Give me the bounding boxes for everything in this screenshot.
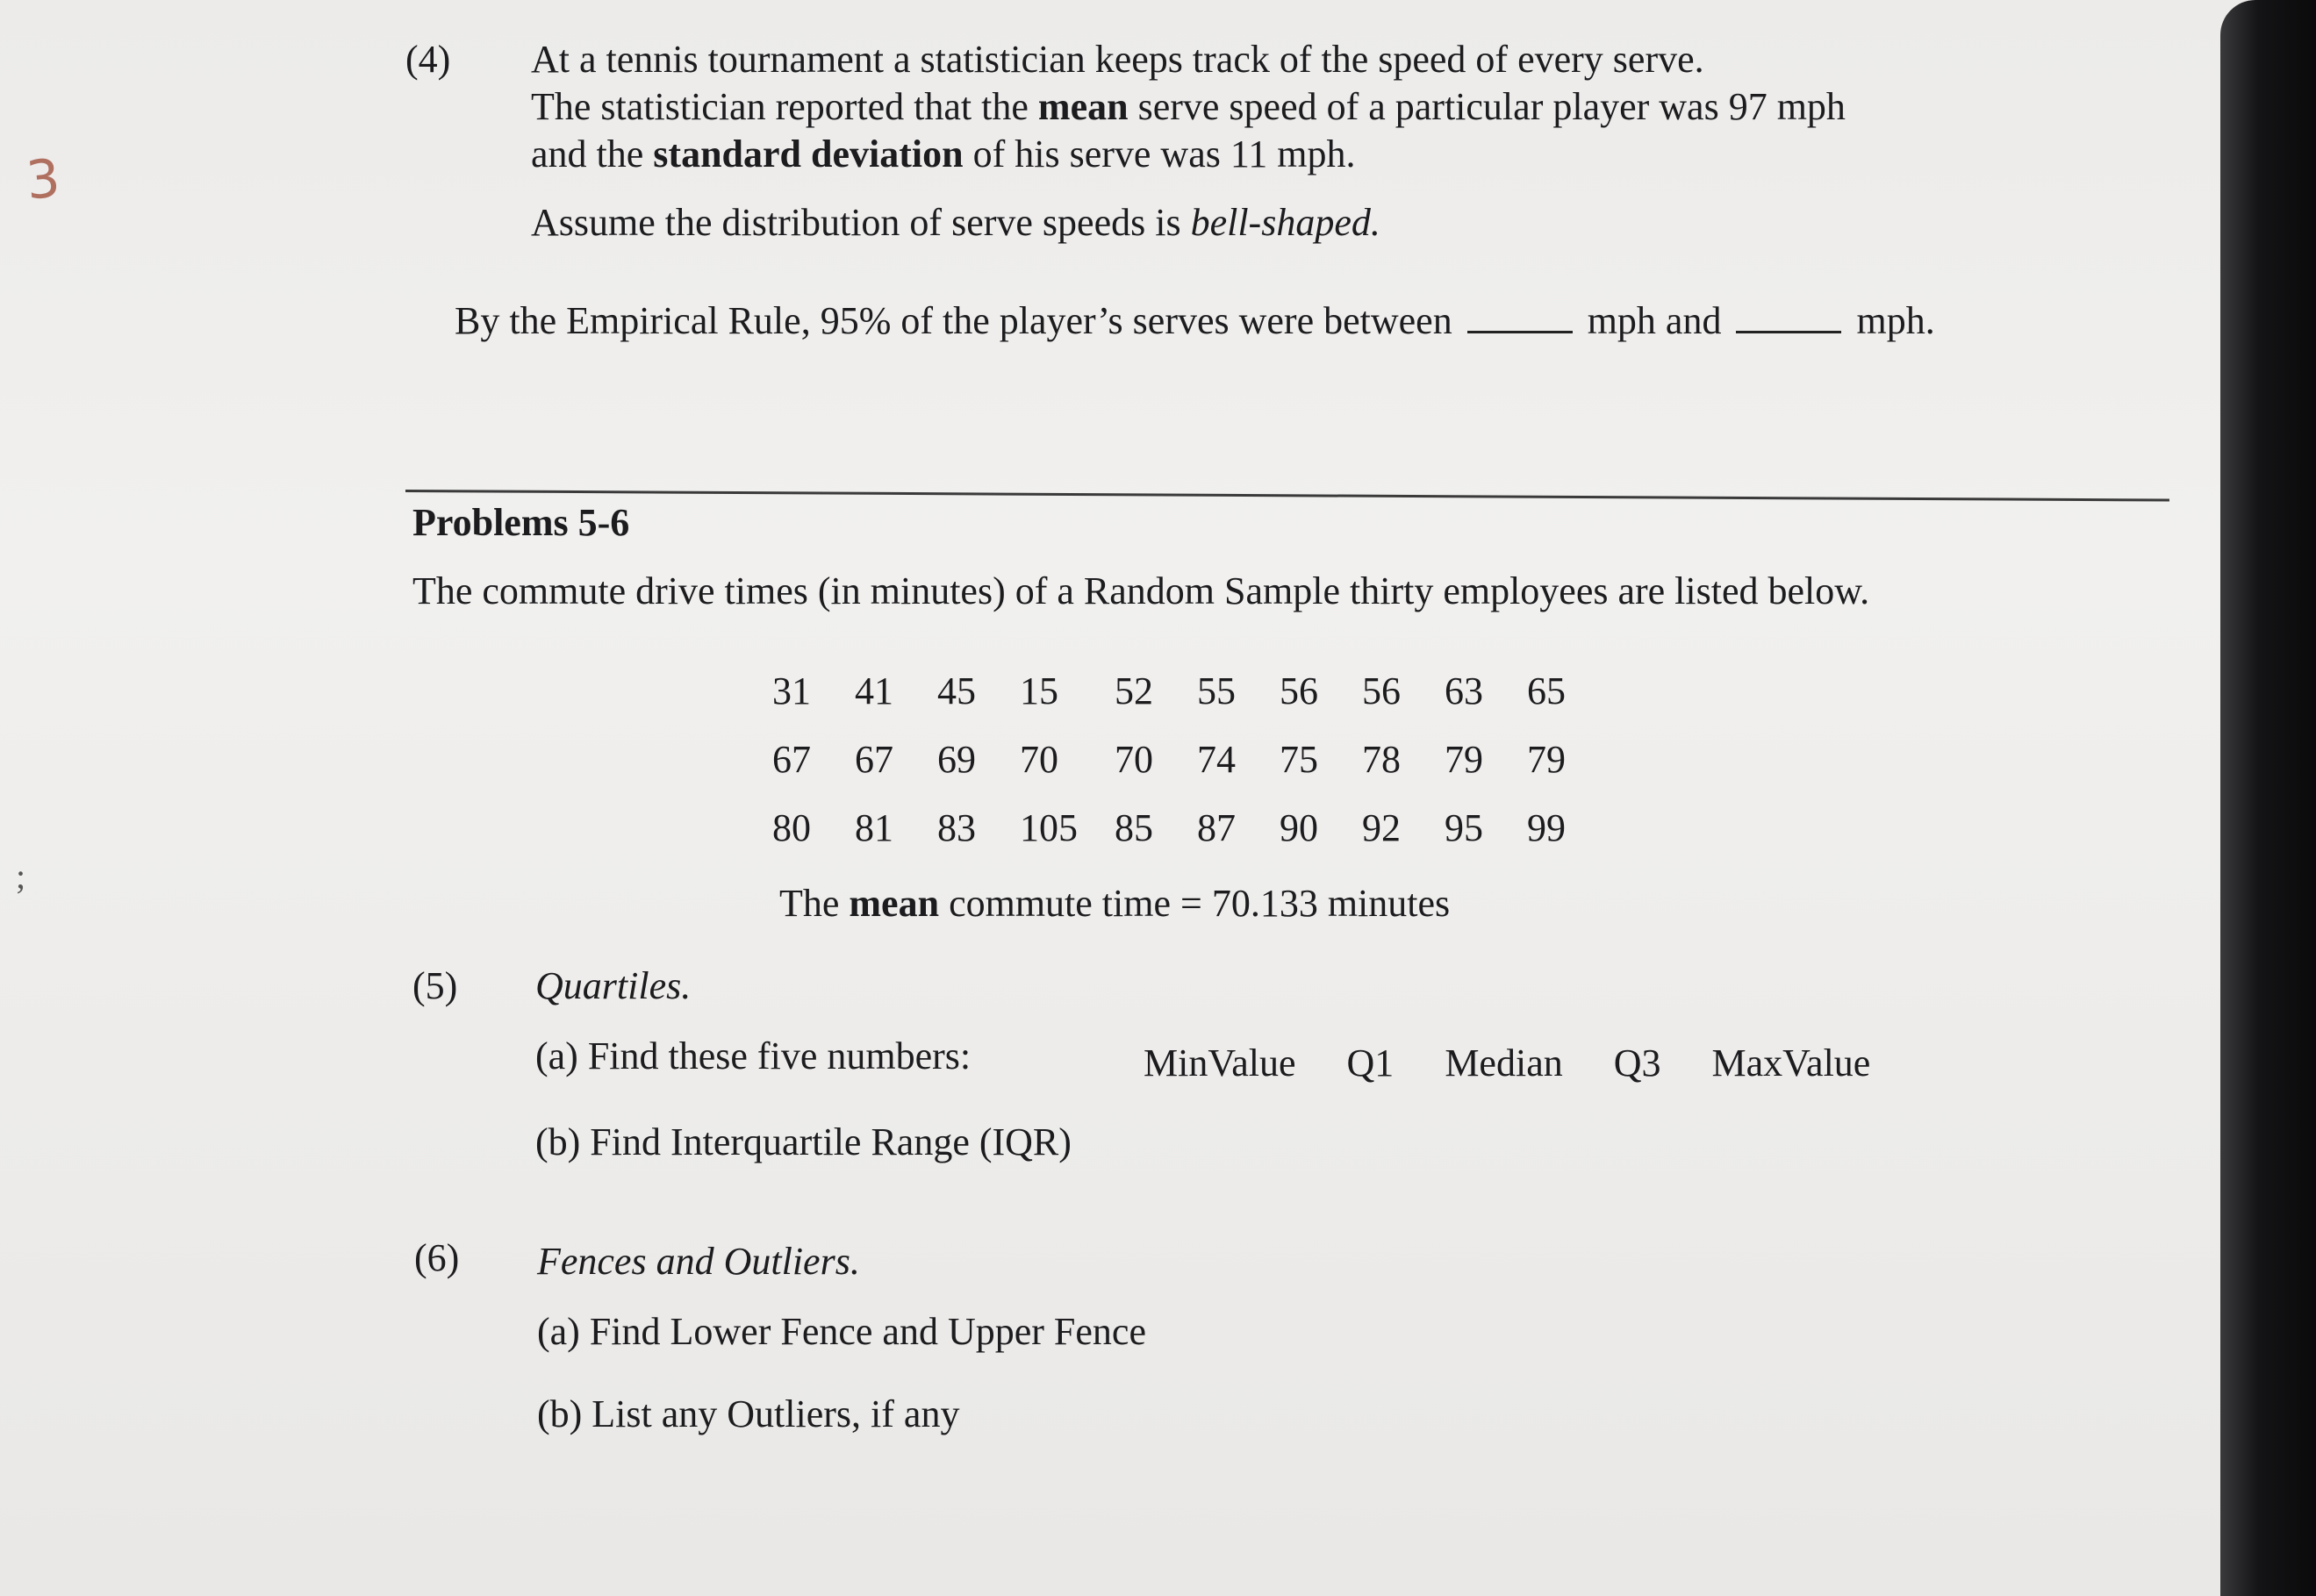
problem-6-part-a: (a) Find Lower Fence and Upper Fence bbox=[537, 1310, 1146, 1353]
table-cell: 70 bbox=[1020, 737, 1058, 781]
table-cell: 70 bbox=[1115, 737, 1153, 781]
table-cell: 81 bbox=[855, 805, 893, 849]
label-q3: Q3 bbox=[1613, 1041, 1661, 1084]
answer-blank-upper[interactable] bbox=[1736, 299, 1841, 333]
problem-5-part-a: (a) Find these five numbers: bbox=[535, 1034, 972, 1077]
text-run: mph and bbox=[1587, 299, 1722, 342]
table-cell: 56 bbox=[1362, 669, 1401, 712]
table-cell: 15 bbox=[1020, 669, 1058, 712]
label-min-value: MinValue bbox=[1144, 1041, 1296, 1084]
table-cell: 75 bbox=[1280, 737, 1318, 781]
text-run: serve speed of a particular player was 97 mph bbox=[1128, 85, 1846, 128]
table-cell: 55 bbox=[1197, 669, 1236, 712]
text-run: The bbox=[779, 882, 850, 925]
text-run: The statistician reported that the bbox=[531, 85, 1038, 128]
five-number-labels bbox=[1144, 1041, 1870, 1086]
table-cell: 83 bbox=[937, 805, 976, 849]
table-cell: 52 bbox=[1115, 669, 1153, 712]
table-cell: 78 bbox=[1362, 737, 1401, 781]
table-cell: 63 bbox=[1445, 669, 1483, 712]
table-row bbox=[772, 656, 1610, 725]
italic-term: bell-shaped. bbox=[1190, 201, 1380, 244]
mean-statement bbox=[779, 881, 1450, 927]
problem-6-part-b: (b) List any Outliers, if any bbox=[537, 1392, 960, 1435]
table-cell: 67 bbox=[855, 737, 893, 781]
table-row bbox=[772, 725, 1610, 793]
empirical-rule-question bbox=[455, 298, 1935, 344]
bold-term: mean bbox=[849, 882, 940, 925]
table-cell: 85 bbox=[1115, 805, 1153, 849]
problem-4-line-3 bbox=[531, 132, 1355, 177]
table-cell: 87 bbox=[1197, 805, 1236, 849]
text-run: mph. bbox=[1856, 299, 1935, 342]
table-cell: 69 bbox=[937, 737, 976, 781]
bold-term: standard deviation bbox=[653, 132, 964, 175]
label-q1: Q1 bbox=[1346, 1041, 1395, 1084]
text-run: and the bbox=[531, 132, 654, 175]
table-cell: 74 bbox=[1197, 737, 1236, 781]
table-cell: 92 bbox=[1362, 805, 1401, 849]
table-row bbox=[772, 793, 1610, 862]
margin-tick: ; bbox=[16, 856, 26, 896]
problem-5-title: Quartiles. bbox=[535, 964, 692, 1007]
table-cell: 95 bbox=[1445, 805, 1483, 849]
label-median: Median bbox=[1445, 1041, 1563, 1084]
table-cell: 31 bbox=[772, 669, 811, 712]
table-cell: 90 bbox=[1280, 805, 1318, 849]
handwritten-mark: 3 bbox=[24, 147, 63, 212]
table-cell: 105 bbox=[1020, 805, 1078, 849]
problem-5-number: (5) bbox=[412, 964, 458, 1007]
table-cell: 99 bbox=[1527, 805, 1566, 849]
problem-4-number: (4) bbox=[405, 38, 451, 81]
problem-4-line-4 bbox=[531, 200, 1380, 246]
text-run: of his serve was 11 mph. bbox=[963, 132, 1356, 175]
label-max-value: MaxValue bbox=[1711, 1041, 1871, 1084]
text-run: Assume the distribution of serve speeds is bbox=[531, 201, 1191, 244]
problem-4-line-1: At a tennis tournament a statistician keeps track of the speed of every serve. bbox=[531, 38, 1704, 81]
problem-5-part-b: (b) Find Interquartile Range (IQR) bbox=[535, 1120, 1072, 1163]
problem-6-number: (6) bbox=[414, 1236, 460, 1279]
table-cell: 80 bbox=[772, 805, 811, 849]
section-intro: The commute drive times (in minutes) of a Random Sample thirty employees are listed below. bbox=[412, 569, 1870, 612]
section-title: Problems 5-6 bbox=[412, 501, 630, 544]
data-table bbox=[772, 656, 1610, 862]
clipboard-edge bbox=[2220, 0, 2316, 1596]
table-cell: 79 bbox=[1445, 737, 1483, 781]
table-cell: 56 bbox=[1280, 669, 1318, 712]
table-cell: 65 bbox=[1527, 669, 1566, 712]
table-cell: 45 bbox=[937, 669, 976, 712]
text-run: By the Empirical Rule, 95% of the player’s serves were between bbox=[455, 299, 1452, 342]
table-cell: 79 bbox=[1527, 737, 1566, 781]
text-run: commute time = 70.133 minutes bbox=[939, 882, 1451, 925]
table-cell: 67 bbox=[772, 737, 811, 781]
problem-4-line-2 bbox=[531, 84, 1846, 130]
answer-blank-lower[interactable] bbox=[1467, 299, 1573, 333]
problem-6-title: Fences and Outliers. bbox=[537, 1240, 860, 1283]
table-cell: 41 bbox=[855, 669, 893, 712]
bold-term: mean bbox=[1037, 85, 1129, 128]
